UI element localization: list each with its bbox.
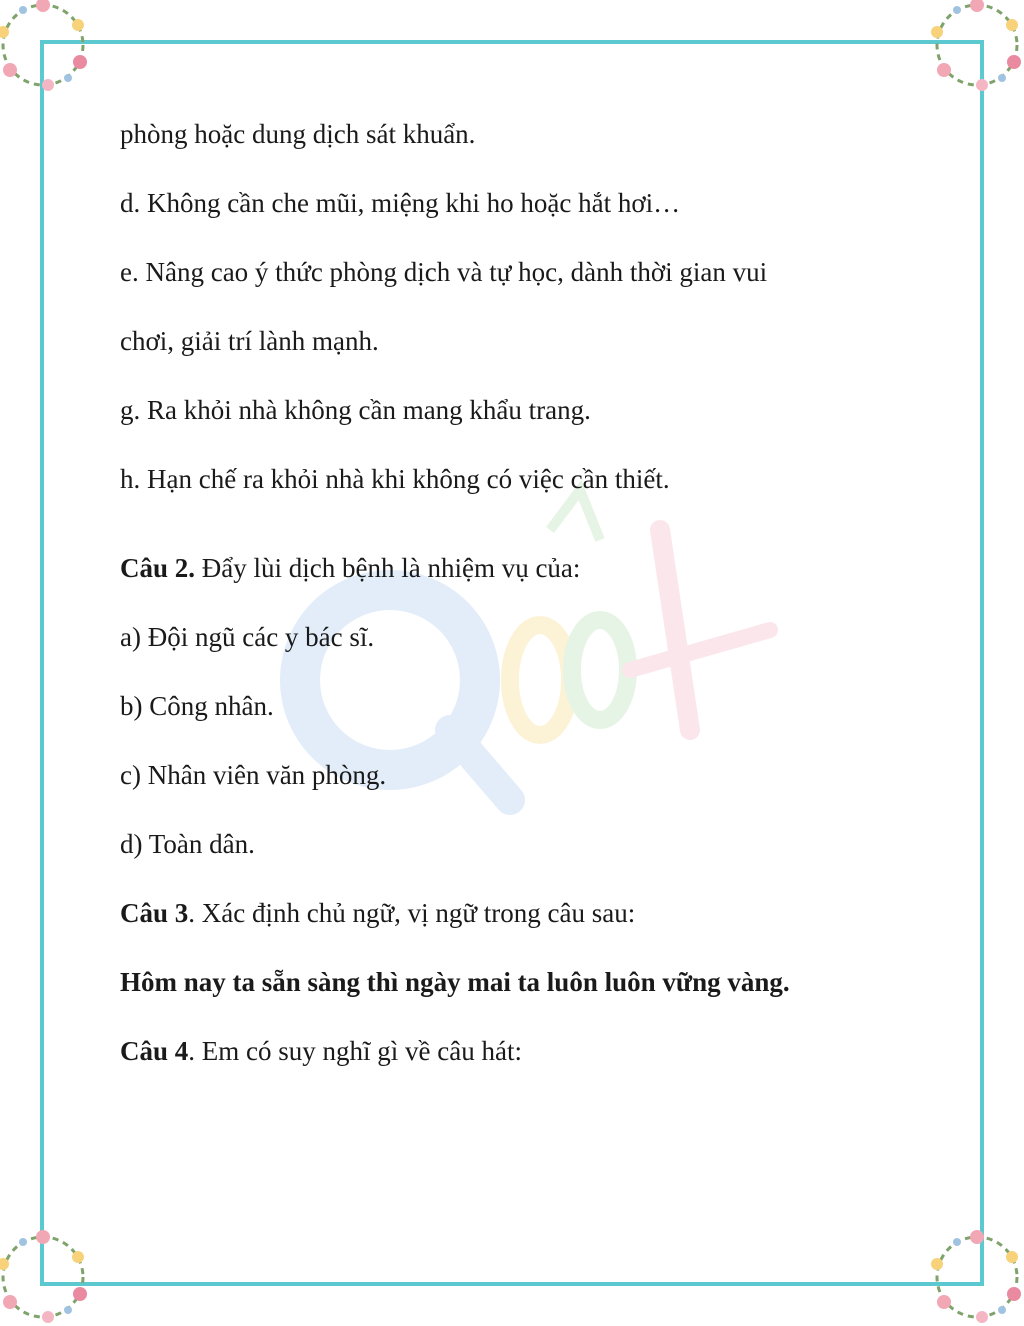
question-2 xyxy=(120,552,960,621)
answer-option: a) Đội ngũ các y bác sĩ. xyxy=(120,622,375,652)
answer-option: b) Công nhân. xyxy=(120,691,274,721)
frame-border-right xyxy=(980,40,984,1286)
question-3 xyxy=(120,897,960,966)
answer-option: d) Toàn dân. xyxy=(120,829,255,859)
text-line: chơi, giải trí lành mạnh. xyxy=(120,326,379,356)
question-4-text: . Em có suy nghĩ gì về câu hát: xyxy=(188,1036,522,1066)
frame-border-top xyxy=(40,40,984,44)
question-2-text: Đẩy lùi dịch bệnh là nhiệm vụ của: xyxy=(195,553,581,583)
flower-wreath-icon xyxy=(922,1222,1024,1326)
text-line: h. Hạn chế ra khỏi nhà khi không có việc cần thiết. xyxy=(120,464,670,494)
flower-wreath-icon xyxy=(0,0,98,100)
text-line: d. Không cần che mũi, miệng khi ho hoặc hắt hơi… xyxy=(120,188,681,218)
text-line: phòng hoặc dung dịch sát khuẩn. xyxy=(120,119,476,149)
question-4 xyxy=(120,1035,960,1104)
question-3-text: . Xác định chủ ngữ, vị ngữ trong câu sau: xyxy=(188,898,636,928)
flower-wreath-icon xyxy=(922,0,1024,100)
answer-option: c) Nhân viên văn phòng. xyxy=(120,760,387,790)
frame-border-bottom xyxy=(40,1282,984,1286)
text-line: g. Ra khỏi nhà không cần mang khẩu trang. xyxy=(120,395,591,425)
question-3-sentence: Hôm nay ta sẵn sàng thì ngày mai ta luôn luôn vững vàng. xyxy=(120,967,790,997)
frame-border-left xyxy=(40,40,44,1286)
question-3-label: Câu 3 xyxy=(120,898,189,928)
text-line: e. Nâng cao ý thức phòng dịch và tự học, dành thời gian vui xyxy=(120,257,768,287)
document-body xyxy=(120,118,960,1104)
question-4-label: Câu 4 xyxy=(120,1036,189,1066)
question-2-label: Câu 2. xyxy=(120,553,196,583)
flower-wreath-icon xyxy=(0,1222,98,1326)
